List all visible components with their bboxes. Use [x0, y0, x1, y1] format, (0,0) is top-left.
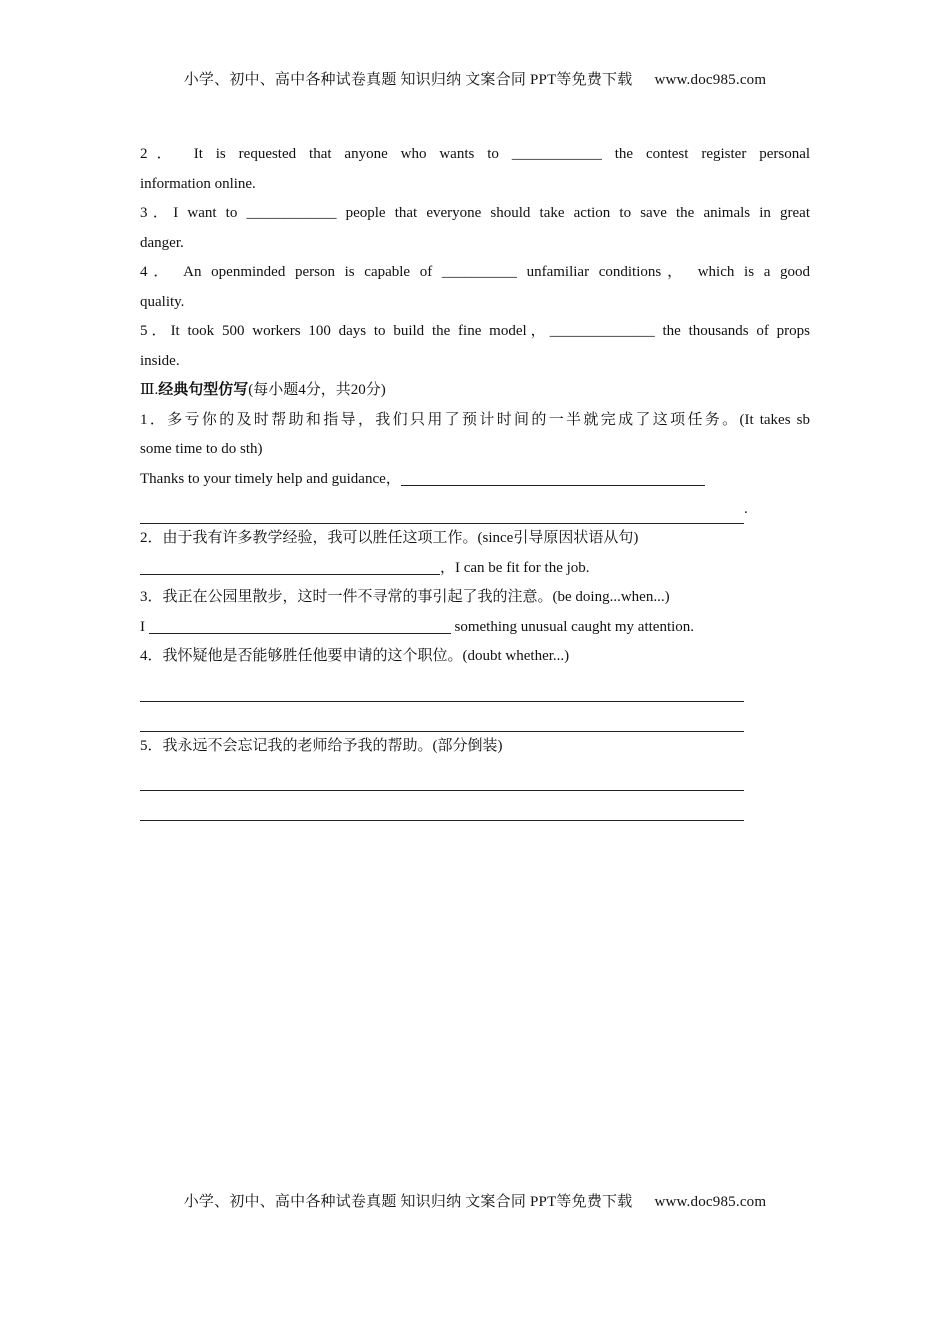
q1-answer-blank-2[interactable]	[140, 505, 744, 524]
q1-prompt-cont: some time to do sth)	[140, 441, 263, 457]
q4-answer-line-1	[140, 672, 810, 702]
fill-item-2: 2． It is requested that anyone who wants to ____________ the contest register personal	[140, 146, 811, 162]
q3-prompt: 3．我正在公园里散步，这时一件不寻常的事引起了我的注意。(be doing...when...)	[140, 589, 670, 605]
q4-prompt: 4．我怀疑他是否能够胜任他要申请的这个职位。(doubt whether...)	[140, 648, 570, 664]
q5-answer-blank-1[interactable]	[140, 772, 744, 791]
q2-answer-blank[interactable]	[140, 556, 440, 575]
section-3-title: Ⅲ.经典句型仿写(每小题4分，共20分)	[140, 382, 386, 398]
header-text: 小学、初中、高中各种试卷真题 知识归纳 文案合同 PPT等免费下载	[183, 72, 633, 88]
exercise-content	[140, 140, 810, 821]
q1-answer-blank-1[interactable]	[401, 467, 705, 486]
q3-answer-line: I something unusual caught my attention.	[140, 613, 810, 643]
q1-answer-line-2: .	[140, 494, 810, 524]
page-header	[0, 68, 950, 89]
q5-prompt: 5．我永远不会忘记我的老师给予我的帮助。(部分倒装)	[140, 737, 503, 754]
footer-text: 小学、初中、高中各种试卷真题 知识归纳 文案合同 PPT等免费下载	[183, 1194, 633, 1210]
fill-item-5: 5．It took 500 workers 100 days to build the fine model，______________ the thousands of props	[140, 323, 810, 339]
header-site: www.doc985.com	[654, 72, 767, 88]
q2-prompt: 2．由于我有许多教学经验，我可以胜任这项工作。(since引导原因状语从句)	[140, 530, 639, 546]
q5-answer-blank-2[interactable]	[140, 802, 744, 821]
q5-answer-line-1	[140, 761, 810, 791]
q3-answer-blank[interactable]	[149, 615, 451, 634]
q5-answer-line-2	[140, 791, 810, 821]
q1-answer-line-1: Thanks to your timely help and guidance，	[140, 465, 810, 495]
fill-item-2-cont: information online.	[140, 175, 256, 192]
page-footer	[0, 1190, 950, 1211]
fill-item-4-cont: quality.	[140, 293, 185, 310]
q2-answer-line: ，I can be fit for the job.	[140, 554, 810, 584]
q1-prompt: 1．多亏你的及时帮助和指导，我们只用了预计时间的一半就完成了这项任务。(It takes sb	[140, 411, 810, 428]
fill-item-4: 4． An openminded person is capable of __________ unfamiliar conditions， which is a good	[140, 264, 811, 280]
fill-item-5-cont: inside.	[140, 352, 180, 369]
q4-answer-line-2	[140, 702, 810, 732]
footer-site: www.doc985.com	[654, 1194, 767, 1210]
fill-item-3-cont: danger.	[140, 234, 184, 251]
fill-item-3: 3．I want to ____________ people that everyone should take action to save the animals in great	[140, 205, 810, 221]
q4-answer-blank-1[interactable]	[140, 683, 744, 702]
q4-answer-blank-2[interactable]	[140, 713, 744, 732]
